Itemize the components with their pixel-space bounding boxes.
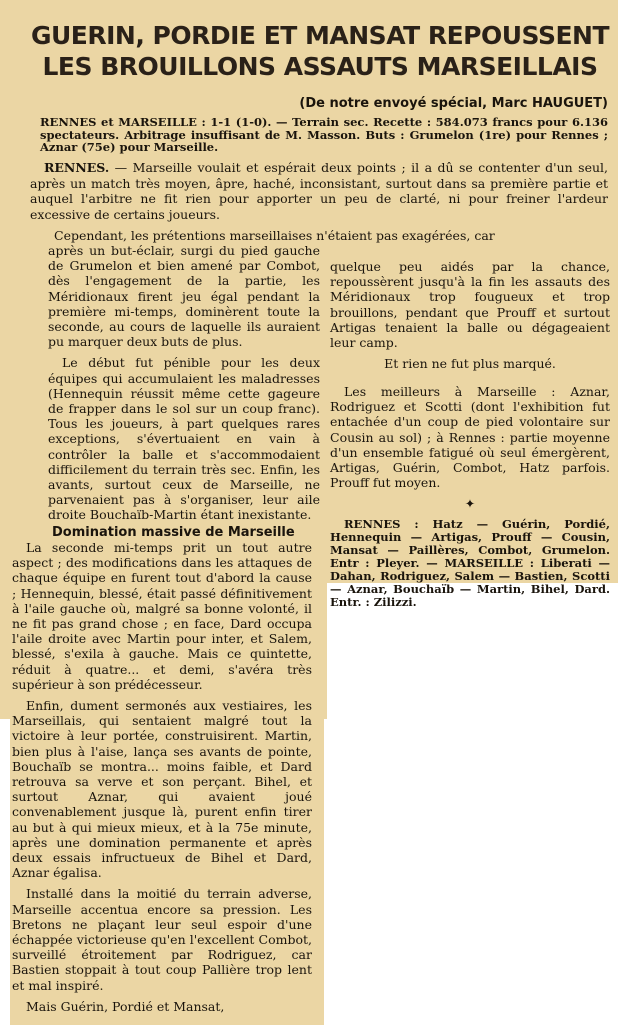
headline bbox=[30, 20, 610, 82]
right-paragraph-2: Et rien ne fut plus marqué. bbox=[384, 356, 556, 372]
right-paragraph-1: quelque peu aidés par la chance, repoussèrent jusqu'à la fin les assauts des Méridionaux trop fougueux et trop brouillons, pendant que Prouff et surtout Artigas tenaient la balle ou dégageaient leur camp. bbox=[330, 259, 610, 351]
left-column-continued bbox=[12, 540, 312, 1014]
paragraph-7: Mais Guérin, Pordié et Mansat, bbox=[26, 998, 225, 1014]
separator-ornament: ✦ bbox=[464, 496, 476, 512]
team-lineups: RENNES : Hatz — Guérin, Pordié, Hennequin — Artigas, Prouff — Cousin, Mansat — Paillères, Combot, Grumelon. Entr : Pleyer. — MARSEILLE : Liberati — Dahan, Rodriguez, Salem — Bastien, Scotti — Aznar, Bouchaïb — Martin, Bihel, Dard. Entr. : Zilizzi. bbox=[330, 516, 610, 609]
intro-text: — Marseille voulait et espérait deux points ; il a dû se contenter d'un seul, après un match très moyen, âpre, haché, inconsistant, surtout dans sa première partie et auquel l'arbitre ne fit rien pour apporter un peu de clarté, ni pour freiner l'ardeur excessive de certains joueurs. bbox=[30, 160, 608, 222]
match-summary-text: RENNES et MARSEILLE : 1-1 (1-0). — Terrain sec. Recette : 584.073 francs pour 6.136 spectateurs. Arbitrage insuffisant de M. Masson. Buts : Grumelon (1re) pour Rennes ; Aznar (75e) pour Marseille. bbox=[40, 115, 608, 154]
section-subheading: Domination massive de Marseille bbox=[52, 525, 295, 540]
paragraph-2: après un but-éclair, surgi du pied gauche de Grumelon et bien amené par Combot, dès l'engagement de la partie, les Méridionaux firent jeu égal pendant la première mi-temps, dominèrent toute la seconde, au cours de laquelle ils auraient pu marquer deux buts de plus. bbox=[48, 243, 320, 350]
match-summary bbox=[40, 116, 608, 154]
intro-paragraph bbox=[30, 160, 608, 222]
dateline: RENNES. bbox=[44, 160, 110, 175]
right-column bbox=[330, 259, 610, 609]
paragraph-5: Enfin, dument sermonés aux vestiaires, les Marseillais, qui sentaient malgré tout la victoire à leur portée, construisirent. Martin, bien plus à l'aise, lança ses avants de pointe, Bouchaïb se montra... moins faible, et Dard retrouva sa verve et son perçant. Bihel, et surtout Aznar, qui avaient joué convenablement jusque là, purent enfin tirer au but à qui mieux mieux, et à la 75e minute, après une domination permanente et après deux essais infructueux de Bihel et Dard, Aznar égalisa. bbox=[12, 698, 312, 881]
headline-line-1: GUERIN, PORDIE ET MANSAT REPOUSSENT bbox=[30, 21, 610, 50]
paragraph-4: La seconde mi-temps prit un tout autre aspect ; des modifications dans les attaques de chaque équipe en furent tout d'abord la cause ; Hennequin, blessé, était passé définitivement à l'aile gauche où, malgré sa bonne volonté, il ne fit pas grand chose ; en face, Dard occupa l'aile droite avec Martin pour inter, et Salem, blessé, s'exila à gauche. Mais ce quintette, réduit à quatre... et demi, s'avéra très supérieur à son prédécesseur. bbox=[12, 540, 312, 692]
byline: (De notre envoyé spécial, Marc HAUGUET) bbox=[299, 96, 608, 111]
paragraph-3: Le début fut pénible pour les deux équipes qui accumulaient les maladresses (Hennequin réussit même cette gageure de frapper dans le sol sur un coup franc). Tous les joueurs, à part quelques rares exceptions, s'évertuaient en vain à contrôler la balle et s'accommodaient difficilement du terrain très sec. Enfin, les avants, surtout ceux de Marseille, ne parvenaient pas à s'organiser, leur aile droite Bouchaïb-Martin étant inexistante. bbox=[48, 355, 320, 523]
left-column bbox=[48, 243, 320, 523]
headline-line-2: LES BROUILLONS ASSAUTS MARSEILLAIS bbox=[42, 52, 598, 81]
paragraph-6: Installé dans la moitié du terrain adverse, Marseille accentua encore sa pression. Les Bretons ne plaçant leur seul espoir d'une échappée victorieuse qu'en l'excellent Combot, surveillé étroitement par Rodriguez, car Bastien stoppait à tout coup Pallière trop lent et mal inspiré. bbox=[12, 886, 312, 993]
right-paragraph-3: Les meilleurs à Marseille : Aznar, Rodriguez et Scotti (dont l'exhibition fut entachée d'un coup de pied volontaire sur Cousin au sol) ; à Rennes : partie moyenne d'un ensemble fatigué où seul émergèrent, Artigas, Guérin, Combot, Hatz parfois. Prouff fut moyen. bbox=[330, 383, 610, 491]
paragraph-2-intro: Cependant, les prétentions marseillaises n'étaient pas exagérées, car bbox=[54, 228, 495, 243]
